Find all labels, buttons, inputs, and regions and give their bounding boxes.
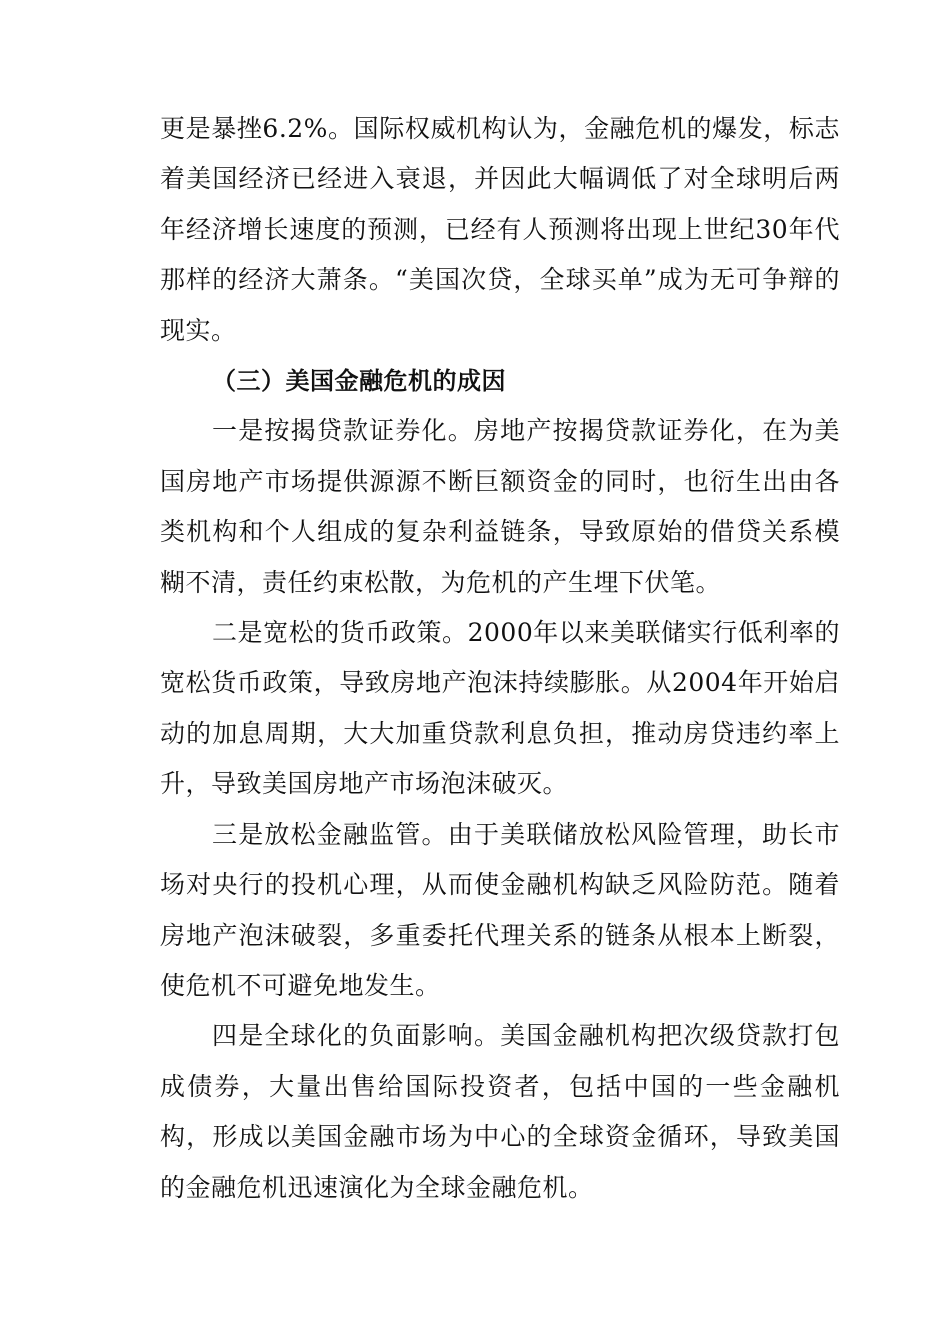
paragraph-cause-2: 二是宽松的货币政策。2000年以来美联储实行低利率的宽松货币政策，导致房地产泡沫持续膨胀。从2004年开始启动的加息周期，大大加重贷款利息负担，推动房贷违约率上升，导致美国房地产市场泡沫破灭。 — [160, 618, 840, 799]
document-body — [160, 104, 840, 1213]
paragraph-cause-3: 三是放松金融监管。由于美联储放松风险管理，助长市场对央行的投机心理，从而使金融机构缺乏风险防范。随着房地产泡沫破裂，多重委托代理关系的链条从根本上断裂，使危机不可避免地发生。 — [160, 819, 840, 1000]
section-heading: （三）美国金融危机的成因 — [212, 367, 506, 396]
paragraph-continuation: 更是暴挫6.2%。国际权威机构认为，金融危机的爆发，标志着美国经济已经进入衰退，并因此大幅调低了对全球明后两年经济增长速度的预测，已经有人预测将出现上世纪30年代那样的经济大萧条。“美国次贷，全球买单”成为无可争辩的现实。 — [160, 114, 840, 345]
paragraph-cause-1: 一是按揭贷款证券化。房地产按揭贷款证券化，在为美国房地产市场提供源源不断巨额资金的同时，也衍生出由各类机构和个人组成的复杂利益链条，导致原始的借贷关系模糊不清，责任约束松散，为危机的产生埋下伏笔。 — [160, 416, 840, 597]
paragraph-cause-4: 四是全球化的负面影响。美国金融机构把次级贷款打包成债券，大量出售给国际投资者，包括中国的一些金融机构，形成以美国金融市场为中心的全球资金循环，导致美国的金融危机迅速演化为全球金融危机。 — [160, 1021, 840, 1202]
